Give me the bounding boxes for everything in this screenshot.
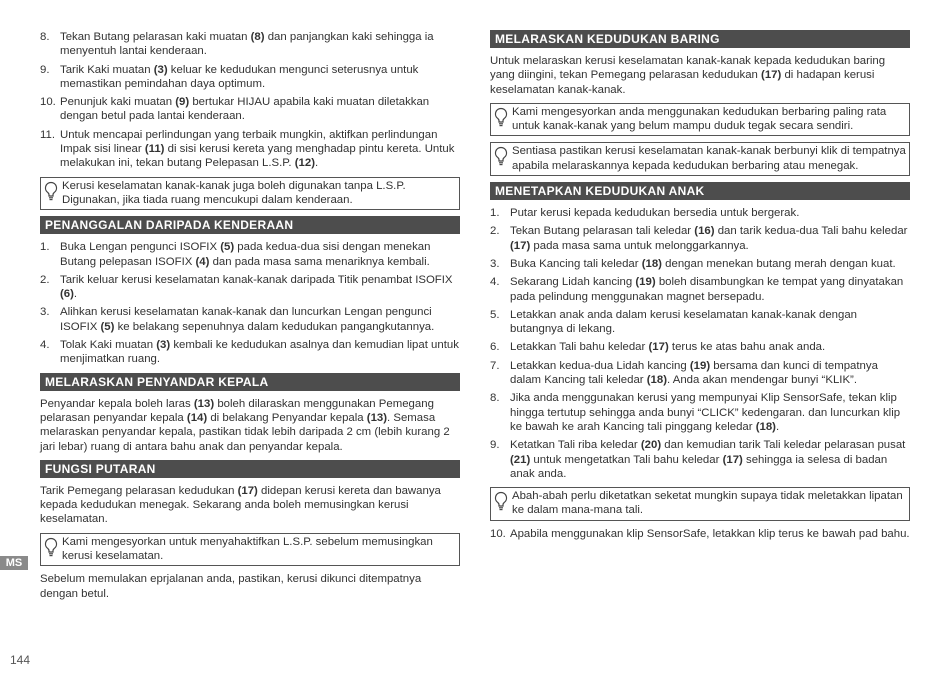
list-item-number: 7. bbox=[490, 359, 500, 372]
note-box bbox=[490, 142, 910, 176]
text-part: Sekarang Lidah kancing bbox=[510, 276, 636, 289]
part-reference-number: (11) bbox=[144, 143, 165, 156]
section-heading-headrest: MELARASKAN PENYANDAR KEPALA bbox=[40, 373, 460, 391]
text-part: Tekan Butang pelarasan tali keledar bbox=[510, 225, 695, 238]
page-number: 144 bbox=[10, 653, 31, 667]
list-item bbox=[40, 305, 460, 334]
list-item bbox=[40, 240, 460, 269]
part-reference-number: (17) bbox=[237, 484, 258, 497]
recline-paragraph bbox=[490, 54, 910, 97]
right-column bbox=[490, 30, 910, 545]
left-column bbox=[40, 30, 460, 605]
list-item-number: 8. bbox=[40, 31, 50, 43]
part-reference-number: (19) bbox=[635, 276, 656, 289]
part-reference-number: (17) bbox=[510, 239, 531, 252]
part-reference-number: (12) bbox=[294, 157, 315, 170]
text-part: Letakkan Tali bahu keledar bbox=[510, 341, 649, 354]
text-part: terus ke atas bahu anak anda. bbox=[668, 341, 826, 354]
text-part: di hadapan kerusi keselamatan kanak-kanak. bbox=[490, 69, 875, 96]
list-item-number: 11. bbox=[40, 128, 55, 141]
part-reference-number: (21) bbox=[510, 453, 531, 466]
part-reference-number: (3) bbox=[153, 63, 168, 76]
text-part: Apabila menggunakan klip SensorSafe, letakkan klip terus ke bawah pad bahu. bbox=[510, 527, 910, 540]
list-item bbox=[490, 224, 910, 253]
part-reference-number: (17) bbox=[722, 453, 743, 466]
text-part: Tolak Kaki muatan bbox=[60, 339, 157, 352]
list-item-number: 2. bbox=[490, 225, 500, 238]
text-part: . bbox=[315, 157, 319, 170]
part-reference-number: (5) bbox=[220, 241, 235, 254]
headrest-paragraph bbox=[40, 397, 460, 454]
text-part: Putar kerusi kepada kedudukan bersedia untuk bergerak. bbox=[510, 207, 800, 220]
list-item-number: 2. bbox=[40, 273, 50, 286]
list-item bbox=[40, 273, 460, 302]
lightbulb-icon bbox=[493, 491, 509, 511]
list-item-number: 9. bbox=[40, 63, 50, 76]
lightbulb-icon bbox=[43, 181, 59, 201]
list-item-number: 4. bbox=[40, 339, 50, 352]
list-item bbox=[40, 128, 460, 171]
section-heading-rotation: FUNGSI PUTARAN bbox=[40, 460, 460, 478]
list-item bbox=[490, 275, 910, 304]
section-heading-removal: PENANGGALAN DARIPADA KENDERAAN bbox=[40, 216, 460, 234]
part-reference-number: (18) bbox=[755, 420, 776, 433]
part-reference-number: (18) bbox=[641, 257, 662, 270]
text-part: Untuk melaraskan kerusi keselamatan kanak-kanak kepada kedudukan baring yang diingini, tekan Pemegang pelarasan kedudukan bbox=[490, 55, 886, 82]
text-part: Letakkan kedua-dua Lidah kancing bbox=[510, 359, 690, 372]
list-item bbox=[490, 438, 910, 481]
list-item-number: 6. bbox=[490, 341, 500, 354]
list-item-number: 5. bbox=[490, 308, 500, 321]
section-heading-child-position: MENETAPKAN KEDUDUKAN ANAK bbox=[490, 182, 910, 200]
text-part: Penyandar kepala boleh laras bbox=[40, 397, 194, 410]
list-item-number: 10. bbox=[40, 96, 56, 109]
part-reference-number: (14) bbox=[186, 411, 208, 424]
text-part: . bbox=[73, 288, 78, 301]
list-item-number: 3. bbox=[490, 257, 500, 270]
text-part: sehingga ia selesa di badan anak anda. bbox=[510, 453, 888, 480]
lightbulb-icon bbox=[43, 537, 59, 557]
list-item-number: 9. bbox=[490, 439, 500, 452]
list-item-number: 10. bbox=[490, 527, 506, 540]
list-item-number: 4. bbox=[490, 276, 500, 289]
text-part: . Semasa melaraskan penyandar kepala, pastikan tidak lebih daripada 2 cm (lebih kurang 2 jari lebar) ruang di antara bahu anak dan penyandar kepala. bbox=[40, 411, 450, 453]
text-part: dan tarik kedua-dua Tali bahu keledar bbox=[714, 225, 908, 238]
text-part: . Anda akan mendengar bunyi “KLIK”. bbox=[667, 374, 857, 387]
lightbulb-icon bbox=[493, 107, 509, 127]
text-part: boleh dilaraskan menggunakan Pemegang pelarasan penyandar kepala bbox=[40, 397, 434, 424]
note-text: Kerusi keselamatan kanak-kanak juga boleh digunakan tanpa L.S.P. Digunakan, jika tiada ruang mencukupi dalam kenderaan. bbox=[62, 179, 406, 206]
text-part: Tarik keluar kerusi keselamatan kanak-kanak daripada Titik penambat ISOFIX bbox=[60, 273, 453, 286]
text-part: di belakang Penyandar kepala bbox=[207, 411, 367, 424]
note-text: Kami mengesyorkan anda menggunakan kedudukan berbaring paling rata untuk kanak-kanak yang belum mampu duduk tegak secara sendiri. bbox=[512, 105, 887, 133]
note-box bbox=[40, 533, 460, 567]
language-tab: MS bbox=[0, 556, 28, 570]
list-item bbox=[490, 340, 910, 354]
note-text: Abah-abah perlu diketatkan seketat mungkin supaya tidak meletakkan lipatan ke dalam mana-mana tali. bbox=[512, 490, 903, 517]
part-reference-number: (16) bbox=[694, 225, 715, 238]
text-part: pada kedua-dua sisi dengan menekan Butang pelepasan ISOFIX bbox=[60, 241, 431, 268]
child-position-final-list bbox=[490, 527, 910, 541]
part-reference-number: (9) bbox=[175, 96, 190, 109]
part-reference-number: (6) bbox=[60, 288, 74, 301]
list-item-number: 1. bbox=[490, 207, 500, 220]
rotation-paragraph bbox=[40, 484, 460, 527]
list-item bbox=[490, 257, 910, 271]
part-reference-number: (20) bbox=[640, 439, 662, 452]
list-item bbox=[40, 95, 460, 124]
part-reference-number: (8) bbox=[250, 31, 265, 43]
list-item bbox=[40, 338, 460, 367]
rotation-after-paragraph: Sebelum memulakan eprjalanan anda, pastikan, kerusi dikunci ditempatnya dengan betul. bbox=[40, 573, 422, 600]
text-part: Jika anda menggunakan kerusi yang mempunyai Klip SensorSafe, tekan klip hingga tertutup sehingga anda bunyi “CLICK” kedengaran. dan luncurkan klip ke bawah ke arah Kancing tali pinggang keledar bbox=[510, 392, 901, 433]
text-part: Buka Kancing tali keledar bbox=[510, 257, 642, 270]
note-text: Sentiasa pastikan kerusi keselamatan kanak-kanak berbunyi klik di tempatnya apabila melaraskannya kepada kedudukan berbaring atau menegak. bbox=[512, 145, 906, 172]
text-part: keluar ke kedudukan mengunci seterusnya untuk memastikan pemindahan daya optimum. bbox=[60, 63, 419, 90]
list-item-number: 3. bbox=[40, 306, 50, 319]
text-part: dan kemudian tarik Tali keledar pelarasan pusat bbox=[661, 439, 906, 452]
text-part: kembali ke kedudukan asalnya dan kemudian lipat untuk menjimatkan ruang. bbox=[60, 339, 459, 366]
text-part: ke belakang sepenuhnya dalam kedudukan pangangkutannya. bbox=[114, 320, 435, 333]
list-item bbox=[490, 527, 910, 541]
part-reference-number: (17) bbox=[761, 69, 782, 82]
list-item-number: 8. bbox=[490, 392, 500, 405]
text-part: Penunjuk kaki muatan bbox=[60, 96, 176, 109]
list-item bbox=[490, 359, 910, 388]
text-part: Untuk mencapai perlindungan yang terbaik mungkin, aktifkan perlindungan Impak sisi linear bbox=[60, 128, 438, 156]
part-reference-number: (3) bbox=[156, 339, 171, 352]
text-part: Tarik Pemegang pelarasan kedudukan bbox=[40, 484, 238, 497]
note-box bbox=[490, 487, 910, 521]
text-part: Letakkan anak anda dalam kerusi keselamatan kanak-kanak dengan butangnya di lekang. bbox=[510, 308, 858, 336]
install-steps-list bbox=[40, 30, 460, 171]
section-heading-recline: MELARASKAN KEDUDUKAN BARING bbox=[490, 30, 910, 48]
note-box bbox=[40, 177, 460, 211]
part-reference-number: (19) bbox=[689, 359, 711, 372]
list-item-number: 1. bbox=[40, 241, 50, 254]
part-reference-number: (18) bbox=[646, 374, 668, 387]
text-part: Buka Lengan pengunci ISOFIX bbox=[60, 241, 221, 254]
text-part: bersama dan kunci di tempatnya dalam Kancing tali keledar bbox=[510, 359, 878, 387]
lightbulb-icon bbox=[493, 146, 509, 166]
child-position-steps-list bbox=[490, 206, 910, 481]
part-reference-number: (17) bbox=[648, 341, 669, 354]
text-part: Tekan Butang pelarasan kaki muatan bbox=[60, 31, 251, 43]
text-part: Ketatkan Tali riba keledar bbox=[510, 439, 641, 452]
text-part: dengan menekan butang merah dengan kuat. bbox=[661, 257, 896, 270]
list-item bbox=[490, 391, 910, 434]
note-text: Kami mengesyorkan untuk menyahaktifkan L.S.P. sebelum memusingkan kerusi keselamatan. bbox=[62, 535, 433, 563]
text-part: . bbox=[775, 420, 780, 433]
text-part: bertukar HIJAU apabila kaki muatan diletakkan dengan betul pada lantai kenderaan. bbox=[60, 96, 430, 123]
text-part: pada masa sama untuk melonggarkannya. bbox=[530, 239, 749, 252]
note-box bbox=[490, 103, 910, 137]
text-part: dan panjangkan kaki sehingga ia menyentuh lantai kenderaan. bbox=[60, 31, 434, 58]
text-part: dan pada masa sama menariknya kembali. bbox=[209, 255, 430, 268]
text-part: Alihkan kerusi keselamatan kanak-kanak dan luncurkan Lengan pengunci ISOFIX bbox=[60, 306, 432, 333]
text-part: untuk mengetatkan Tali bahu keledar bbox=[530, 453, 723, 466]
list-item bbox=[40, 63, 460, 92]
list-item bbox=[490, 308, 910, 337]
list-item bbox=[490, 206, 910, 220]
list-item bbox=[40, 30, 460, 59]
text-part: di sisi kerusi kereta yang menghadap pintu kereta. Untuk melakukan ini, tekan butang Pelepasan L.S.P. bbox=[60, 143, 455, 170]
part-reference-number: (5) bbox=[100, 320, 115, 333]
part-reference-number: (13) bbox=[193, 397, 215, 410]
text-part: Tarik Kaki muatan bbox=[60, 63, 154, 76]
part-reference-number: (4) bbox=[195, 255, 210, 268]
part-reference-number: (13) bbox=[366, 411, 388, 424]
text-part: boleh disambungkan ke tempat yang dinyatakan pada pelindung menggunakan magnet bersepadu. bbox=[510, 276, 904, 303]
text-part: didepan kerusi kereta dan bawanya kepada kedudukan menegak. Sekarang anda boleh memusingkan kerusi keselamatan. bbox=[40, 484, 441, 526]
removal-steps-list bbox=[40, 240, 460, 366]
